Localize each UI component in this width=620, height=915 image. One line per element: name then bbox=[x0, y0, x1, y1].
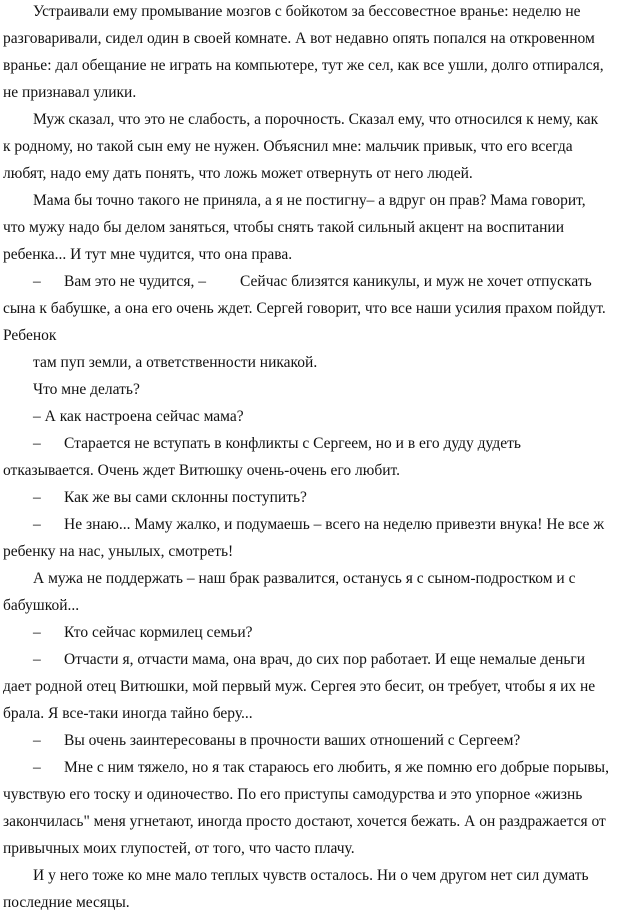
text-line: Кто сейчас кормилец семьи? bbox=[64, 624, 253, 641]
text-line: закончилась" меня угнетают, иногда просто достают, хочется бежать. А он раздражается от bbox=[3, 813, 606, 830]
text-line: ребенка... И тут мне чудится, что она права. bbox=[3, 246, 293, 263]
text-line: дает родной отец Витюшки, мой первый муж. Сергея это бесит, он требует, чтобы я их не bbox=[3, 678, 596, 695]
text-line: Вы очень заинтересованы в прочности ваших отношений с Сергеем? bbox=[64, 732, 521, 749]
text-line: Отчасти я, отчасти мама, она врач, до сих пор работает. И еще немалые деньги bbox=[64, 651, 586, 668]
text-line: чувствую его тоску и одиночество. По его приступы самодурства и это упорное «жизнь bbox=[3, 786, 583, 803]
text-line: к родному, но такой сын ему не нужен. Объяснил мне: мальчик привык, что его всегда bbox=[3, 138, 573, 155]
text-line: Не знаю... Маму жалко, и подумаешь – всего на неделю привезти внука! Не все ж bbox=[64, 516, 605, 533]
text-line: Вам это не чудится, – bbox=[64, 273, 207, 290]
text-line: А мужа не поддержать – наш брак развалится, останусь я с сыном-подростком и с bbox=[33, 570, 576, 587]
dialogue-dash: – bbox=[33, 732, 41, 749]
text-line: любят, надо ему дать понять, что ложь может отвернуть от него людей. bbox=[3, 165, 473, 182]
text-line: ребенку на нас, унылых, смотреть! bbox=[3, 543, 234, 560]
dialogue-dash: – bbox=[33, 273, 41, 290]
dialogue-dash: – bbox=[33, 624, 41, 641]
dialogue-dash: – bbox=[33, 759, 41, 776]
text-line: Мама бы точно такого не приняла, а я не постигну– а вдруг он прав? Мама говорит, bbox=[33, 192, 586, 209]
text-line: что мужу надо бы делом заняться, чтобы снять такой сильный акцент на воспитании bbox=[3, 219, 565, 236]
dialogue-dash: – bbox=[33, 489, 41, 506]
dialogue-dash: – bbox=[33, 516, 41, 533]
text-line: последние месяцы. bbox=[3, 894, 130, 911]
text-line: сына к бабушке, а она его очень ждет. Сергей говорит, что все наши усилия прахом пойдут. bbox=[3, 300, 606, 317]
text-line: Ребенок bbox=[3, 327, 57, 344]
text-line: Устраивали ему промывание мозгов с бойкотом за бессовестное вранье: неделю не bbox=[33, 3, 581, 20]
text-line: вранье: дал обещание не играть на компьютере, тут же сел, как все ушли, долго отпирался, bbox=[3, 57, 604, 74]
text-line: И у него тоже ко мне мало теплых чувств осталось. Ни о чем другом нет сил думать bbox=[33, 867, 589, 884]
text-line: бабушкой... bbox=[3, 597, 80, 614]
dialogue-dash: – bbox=[33, 435, 41, 452]
text-line: Что мне делать? bbox=[33, 381, 140, 398]
text-line: там пуп земли, а ответственности никакой. bbox=[33, 354, 318, 371]
dialogue-dash: – bbox=[33, 651, 41, 668]
text-line: Мне с ним тяжело, но я так стараюсь его любить, я же помню его добрые порывы, bbox=[64, 759, 609, 776]
text-line: отказывается. Очень ждет Витюшку очень-очень его любит. bbox=[3, 462, 400, 479]
text-line: – А как настроена сейчас мама? bbox=[33, 408, 244, 425]
text-line: Старается не вступать в конфликты с Сергеем, но и в его дуду дудеть bbox=[64, 435, 521, 452]
text-line: Муж сказал, что это не слабость, а порочность. Сказал ему, что относился к нему, как bbox=[33, 111, 599, 128]
text-line: Сейчас близятся каникулы, и муж не хочет отпускать bbox=[240, 273, 592, 290]
text-line: не признавал улики. bbox=[3, 84, 137, 101]
text-line: разговаривали, сидел один в своей комнате. А вот недавно опять попался на откровенном bbox=[3, 30, 595, 47]
text-line: брала. Я все-таки иногда тайно беру... bbox=[3, 705, 253, 722]
text-line: привычных моих глупостей, от того, что часто плачу. bbox=[3, 840, 355, 857]
text-line: Как же вы сами склонны поступить? bbox=[64, 489, 307, 506]
